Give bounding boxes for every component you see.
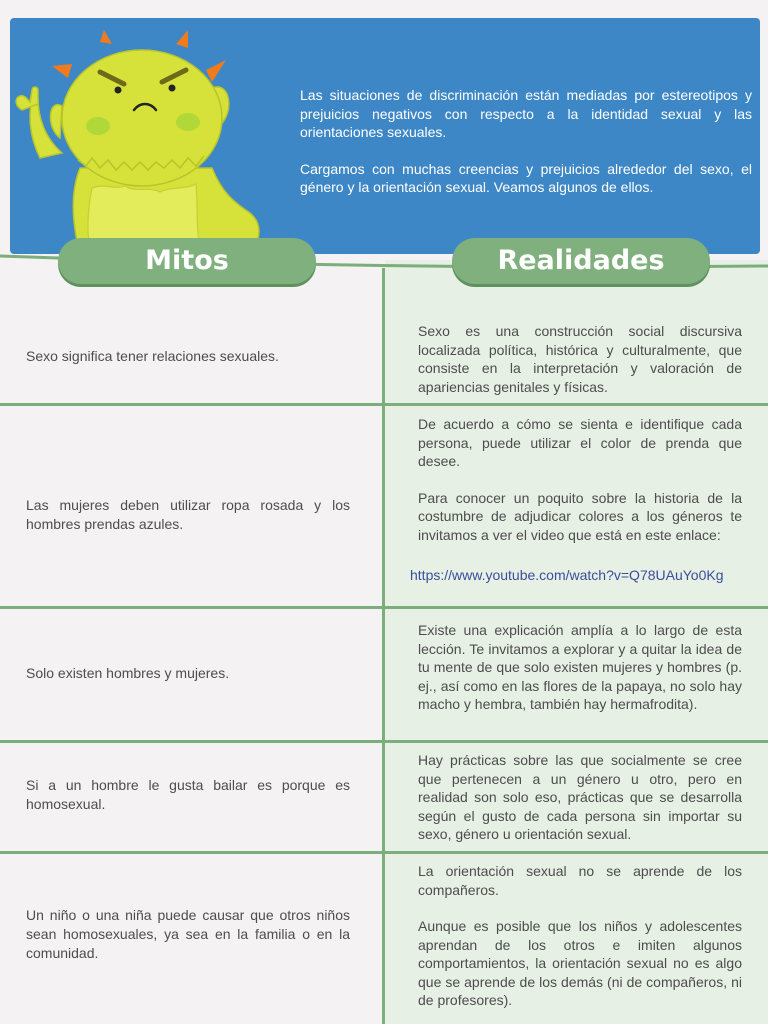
realidad-5-paragraph-2: Aunque es posible que los niños y adolescentes aprendan de los otros e imiten algunos comportamientos, la orientación sexual no es algo que se aprende de los demás (ni de compañeros, ni de profesores). [418, 918, 742, 1008]
realidad-4-paragraph: Hay prácticas sobre las que socialmente se cree que pertenecen a un género u otro, pero en realidad son solo eso, prácticas que se desarrolla según el gusto de cada persona sin importar su sexo, género u orientación sexual. [418, 752, 742, 842]
yellow-monster-illustration [0, 18, 290, 254]
intro-text [300, 86, 752, 215]
realidad-2-paragraph-2: Para conocer un poquito sobre la historia de la costumbre de adjudicar colores a los géneros te invitamos a ver el video que está en este enlace: [418, 489, 742, 543]
realidad-3-paragraph: Existe una explicación amplía a lo largo de esta lección. Te invitamos a explorar y a quitar la idea de tu mente de que solo existen mujeres y hombres (p. ej., así como en las flores de la papaya, no solo hay macho y hembra, también hay hermafrodita). [418, 622, 742, 712]
realidad-5-paragraph-1: La orientación sexual no se aprende de los compañeros. [418, 863, 742, 898]
row-divider [0, 606, 768, 609]
realidades-header: Realidades [452, 238, 710, 284]
mito-3: Solo existen hombres y mujeres. [26, 665, 230, 681]
mitos-header: Mitos [58, 238, 316, 284]
intro-paragraph-2: Cargamos con muchas creencias y prejuicios alrededor del sexo, el género y la orientación sexual. Veamos algunos de ellos. [300, 160, 752, 195]
realidad-1 [418, 322, 742, 396]
youtube-link[interactable]: https://www.youtube.com/watch?v=Q78UAuYo0Kg [410, 567, 724, 583]
realidad-2-paragraph-1: De acuerdo a cómo se sienta e identifique cada persona, puede utilizar el color de prenda que desee. [418, 416, 742, 469]
row-divider [0, 403, 768, 406]
realidad-3 [418, 621, 742, 714]
realidad-1-paragraph: Sexo es una construcción social discursiva localizada política, histórica y culturalmente, que consiste en la interpretación y valoración de apariencias genitales y físicas. [418, 323, 742, 395]
row-divider [0, 740, 768, 743]
column-divider [382, 268, 385, 1024]
mito-2: Las mujeres deben utilizar ropa rosada y los hombres prendas azules. [26, 497, 350, 532]
mito-5: Un niño o una niña puede causar que otros niños sean homosexuales, ya sea en la familia o en la comunidad. [26, 907, 350, 961]
realidad-2 [418, 415, 742, 544]
realidad-4 [418, 751, 742, 844]
intro-paragraph-1: Las situaciones de discriminación están mediadas por estereotipos y prejuicios negativos con respecto a la identidad sexual y las orientaciones sexuales. [300, 87, 752, 140]
row-divider [0, 851, 768, 854]
realidad-5 [418, 862, 742, 1010]
mito-1: Sexo significa tener relaciones sexuales. [26, 348, 279, 364]
mito-4: Si a un hombre le gusta bailar es porque es homosexual. [26, 777, 350, 812]
